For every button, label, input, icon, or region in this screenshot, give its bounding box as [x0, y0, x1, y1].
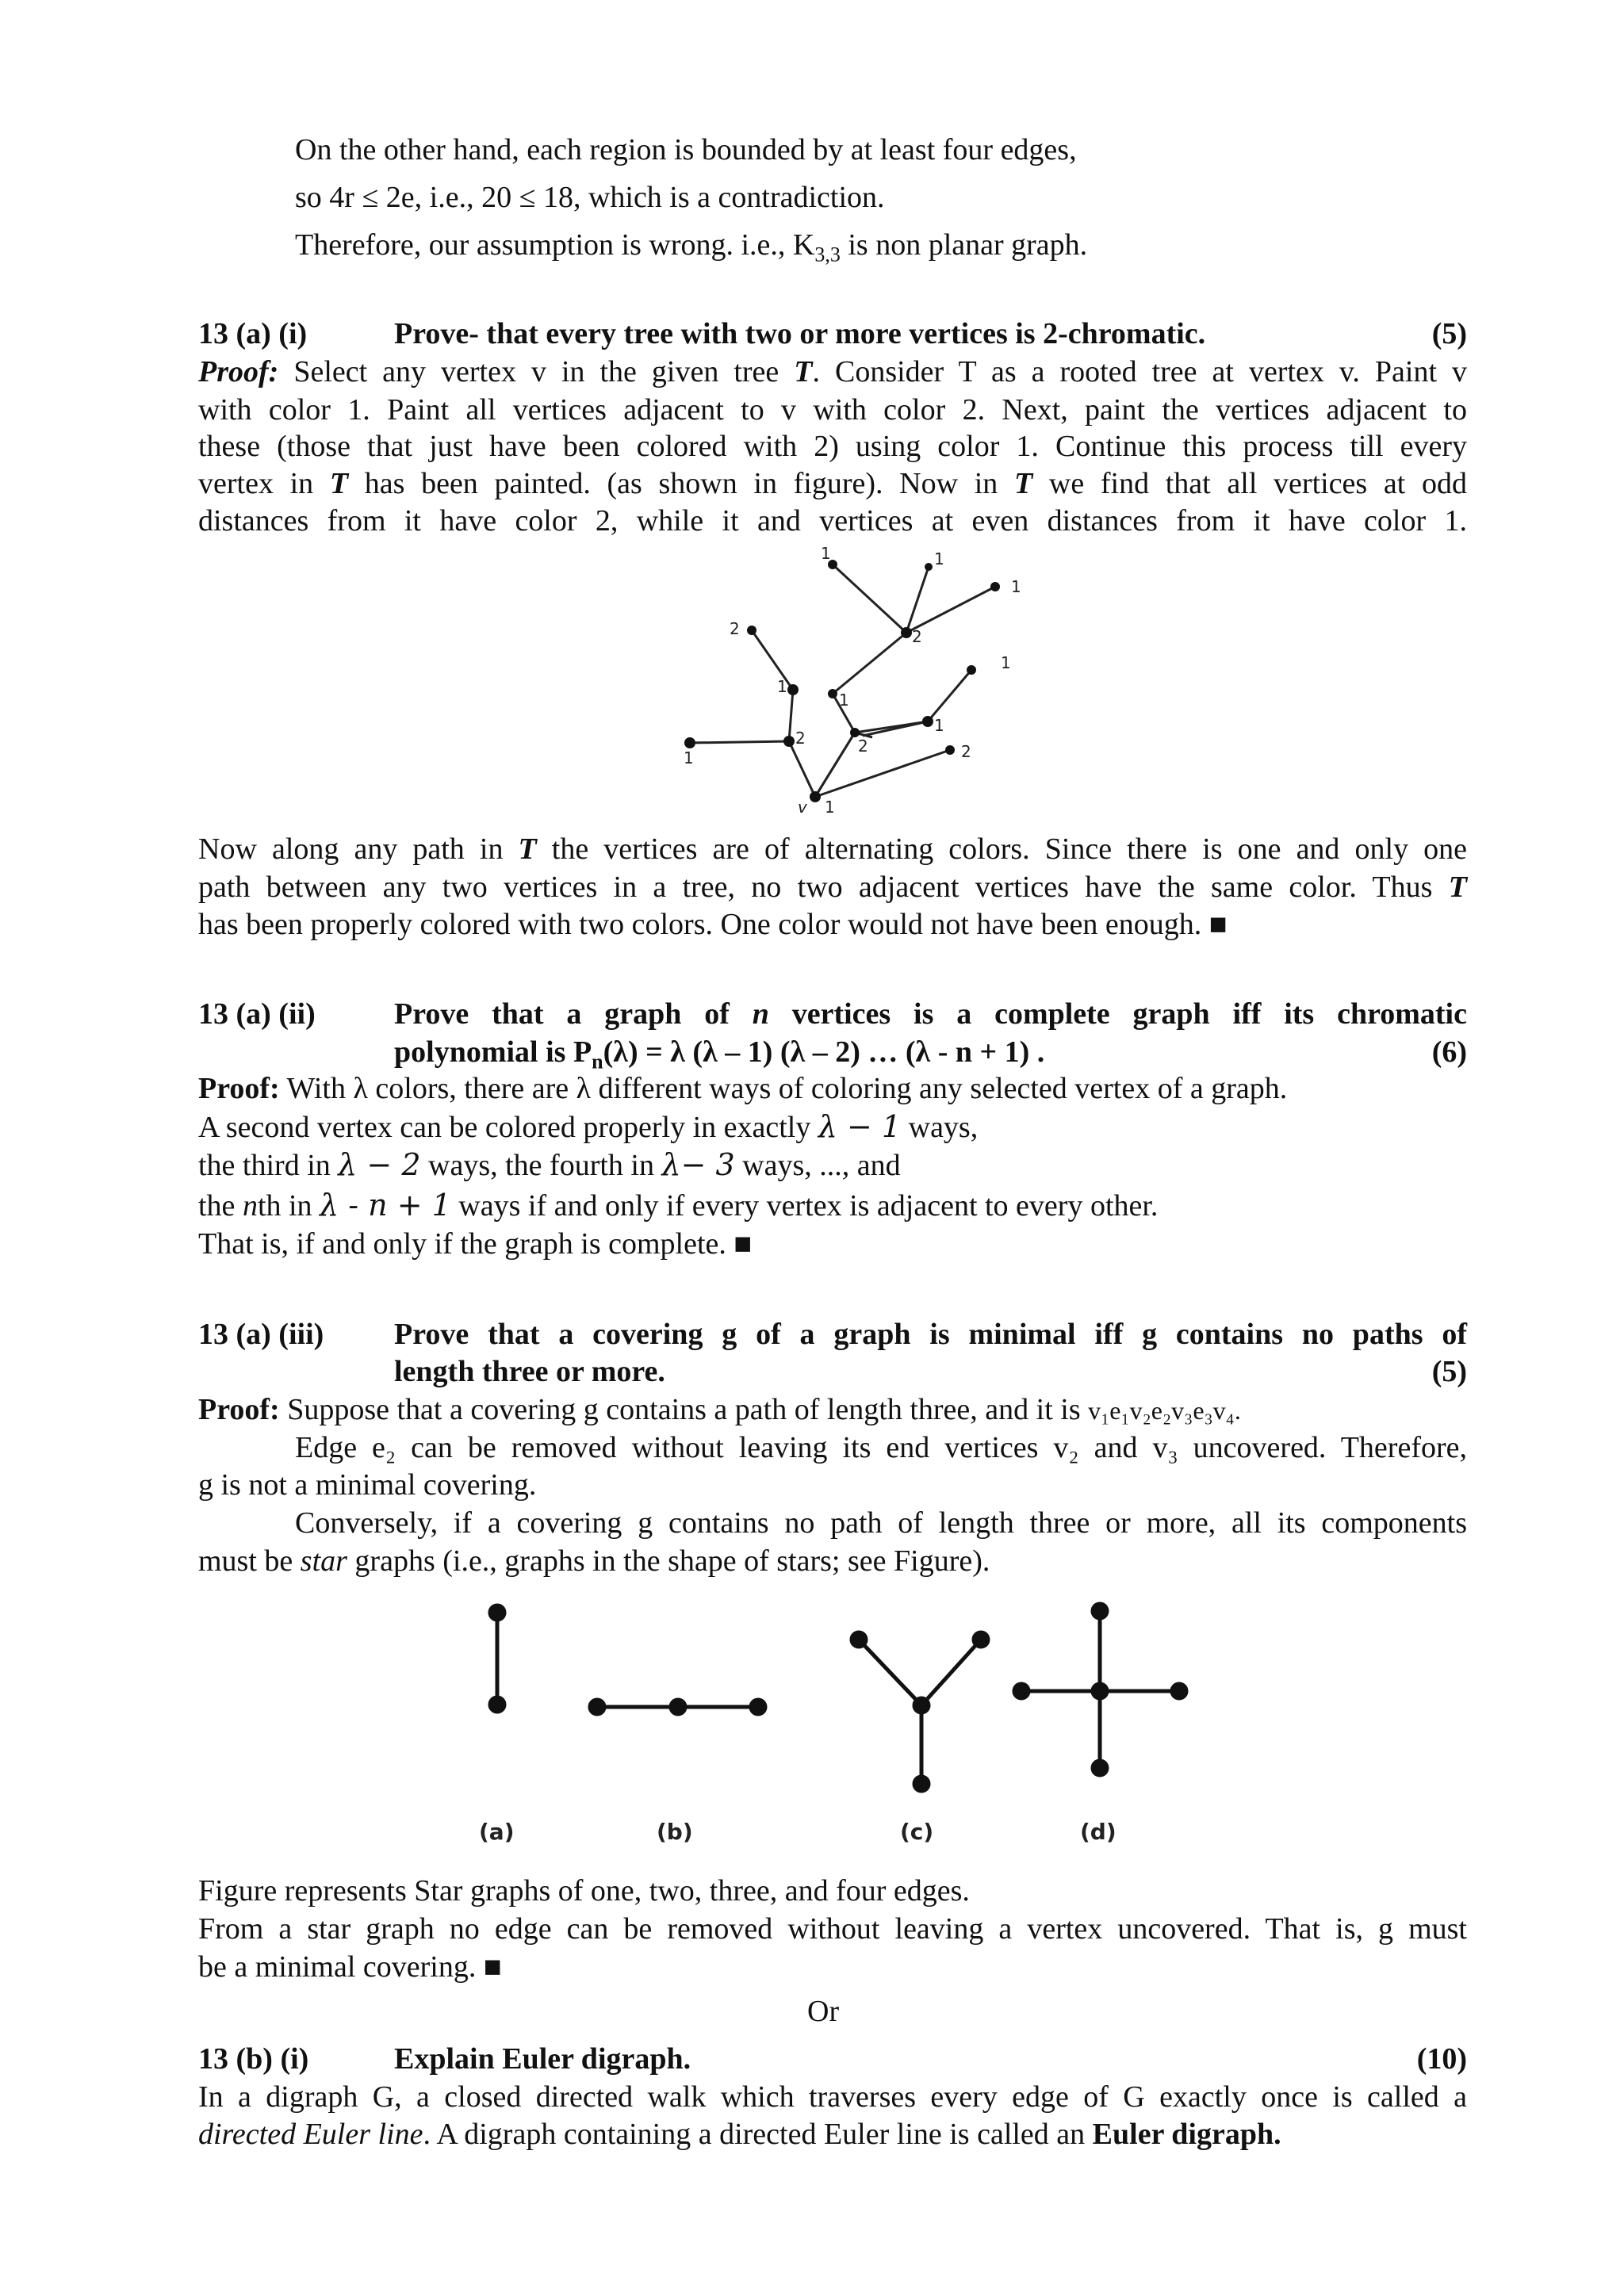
figure-caption: Figure represents Star graphs of one, two, three, and four edges.: [198, 1874, 970, 1908]
svg-text:(c): (c): [900, 1819, 934, 1845]
star-graph-a: [490, 1605, 504, 1712]
text-line: In a digraph G, a closed directed walk which traverses every edge of G exactly once is called a: [198, 2080, 1467, 2114]
svg-text:1: 1: [821, 544, 831, 563]
svg-text:1: 1: [1011, 577, 1021, 596]
text-line: these (those that just have been colored with 2) using color 1. Continue this process till every: [198, 430, 1467, 463]
svg-text:(d): (d): [1080, 1819, 1116, 1845]
text-line: with color 1. Paint all vertices adjacent to v with color 2. Next, paint the vertices adjacent to: [198, 393, 1467, 427]
svg-text:1: 1: [934, 549, 944, 568]
text-line: directed Euler line. A digraph containing a directed Euler line is called an Euler digraph.: [198, 2118, 1281, 2151]
text-line: Conversely, if a covering g contains no path of length three or more, all its components: [295, 1506, 1467, 1540]
tree-vertices: [684, 560, 1000, 802]
star-graph-d: [1014, 1604, 1186, 1775]
svg-text:1: 1: [1001, 653, 1011, 672]
svg-text:2: 2: [961, 742, 971, 761]
svg-text:1: 1: [825, 798, 835, 817]
text-line: That is, if and only if the graph is complete. ■: [198, 1227, 753, 1261]
question-marks: (6): [1431, 1035, 1467, 1069]
text-line: Now along any path in T the vertices are of alternating colors. Since there is one and only one: [198, 832, 1468, 866]
text-line: the third in λ − 2 ways, the fourth in λ− 3 ways, ..., and: [198, 1147, 901, 1182]
question-marks: (5): [1431, 317, 1467, 350]
svg-text:2: 2: [730, 619, 740, 638]
question-marks: (10): [1416, 2042, 1467, 2076]
tree-edges: [690, 564, 995, 797]
text-line: Edge e₂ can be removed without leaving its end vertices v₂ and v₃ uncovered. Therefore,: [295, 1431, 1467, 1464]
text-line: be a minimal covering. ■: [198, 1950, 502, 1984]
text-line: the nth in λ - n + 1 ways if and only if every vertex is adjacent to every other.: [198, 1188, 1159, 1223]
text-line: Therefore, our assumption is wrong. i.e., $K_{3,3}$ is non planar graph.: [295, 228, 1088, 266]
star-graph-b: [590, 1700, 765, 1714]
tree-color-labels: [684, 544, 1021, 817]
svg-text:1: 1: [684, 748, 694, 767]
question-title: Explain Euler digraph.: [394, 2042, 691, 2076]
question-marks: (5): [1431, 1355, 1467, 1388]
text-line: A second vertex can be colored properly in exactly λ − 1 ways,: [198, 1109, 979, 1144]
text-line: must be star graphs (i.e., graphs in the shape of stars; see Figure).: [198, 1544, 990, 1578]
text-line: distances from it have color 2, while it and vertices at even distances from it have color 1.: [198, 504, 1467, 538]
svg-text:v: v: [798, 798, 807, 817]
text-line: On the other hand, each region is bounded by at least four edges,: [295, 133, 1077, 166]
question-heading: [198, 1316, 1467, 1353]
star-graph-labels: [479, 1819, 1116, 1845]
question-title: Prove- that every tree with two or more vertices is 2-chromatic.: [394, 317, 1206, 350]
svg-text:2: 2: [912, 627, 922, 646]
star-graphs-figure: [0, 1601, 1624, 1855]
text-line: Proof: Suppose that a covering g contains a path of length three, and it is v₁e₁v₂e₂v₃e₃v₄.: [198, 1393, 1241, 1426]
tree-figure: [0, 0, 1624, 840]
svg-text:1: 1: [934, 716, 944, 735]
svg-text:(a): (a): [479, 1819, 515, 1845]
text-line: g is not a minimal covering.: [198, 1468, 537, 1502]
svg-text:2: 2: [858, 737, 868, 756]
text-line: vertex in T has been painted. (as shown in figure). Now in T we find that all vertices at odd: [198, 467, 1467, 500]
text-line: Proof: With λ colors, there are λ different ways of coloring any selected vertex of a graph.: [198, 1072, 1288, 1105]
text-line: so 4r ≤ 2e, i.e., 20 ≤ 18, which is a contradiction.: [295, 181, 885, 214]
question-number: 13 (a) (iii): [198, 1318, 324, 1351]
text-line: path between any two vertices in a tree, no two adjacent vertices have the same color. Thus T: [198, 871, 1467, 904]
question-title: Prove that a covering g of a graph is minimal iff g contains no paths of: [394, 1318, 1467, 1351]
question-number: 13 (b) (i): [198, 2042, 309, 2076]
question-heading: [198, 2041, 1467, 2077]
or-separator: Or: [807, 1995, 840, 2028]
question-number: 13 (a) (i): [198, 317, 308, 350]
svg-text:1: 1: [839, 691, 849, 710]
svg-text:2: 2: [795, 729, 806, 748]
text-line: has been properly colored with two colors. One color would not have been enough. ■: [198, 908, 1228, 941]
svg-text:1: 1: [777, 677, 787, 696]
svg-text:(b): (b): [657, 1819, 693, 1845]
question-number: 13 (a) (ii): [198, 997, 316, 1031]
question-heading: [198, 996, 1467, 1032]
text-line: Proof: Select any vertex v in the given tree T. Consider T as a rooted tree at vertex v. Paint v: [198, 355, 1468, 388]
star-graph-c: [852, 1632, 988, 1791]
question-title: Prove that a graph of n vertices is a complete graph iff its chromatic: [394, 997, 1467, 1031]
text-line: From a star graph no edge can be removed without leaving a vertex uncovered. That is, g must: [198, 1912, 1467, 1946]
